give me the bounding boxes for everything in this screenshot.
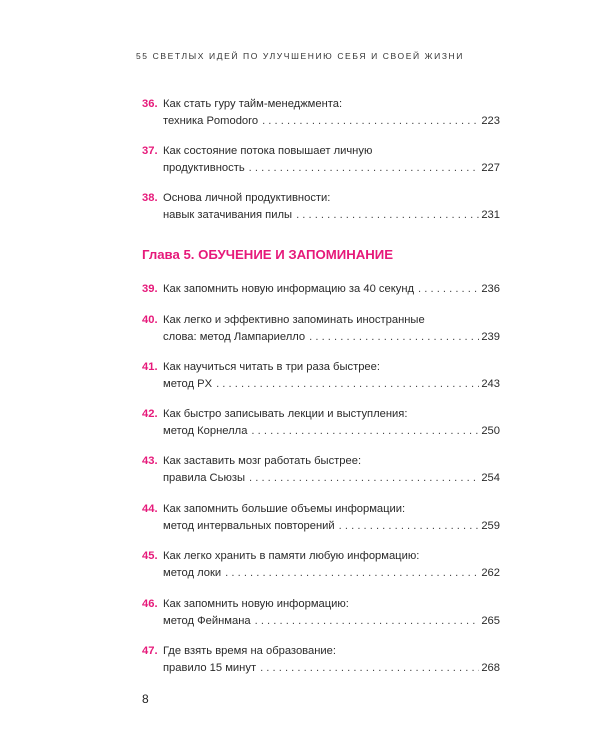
entry-title-line2: продуктивность bbox=[163, 162, 245, 174]
toc-entry-40[interactable] bbox=[142, 312, 500, 346]
entry-title-line1: Как состояние потока повышает личную bbox=[163, 145, 373, 157]
entry-page-number: 250 bbox=[481, 425, 500, 437]
entry-title-line2: метод интервальных повторений bbox=[163, 520, 335, 532]
entry-title-line2: метод PX bbox=[163, 378, 213, 390]
dot-leader bbox=[216, 376, 479, 393]
dot-leader bbox=[249, 470, 479, 487]
toc-entry-38[interactable] bbox=[142, 190, 500, 224]
toc-entry-43[interactable] bbox=[142, 453, 500, 487]
entry-page-number: 227 bbox=[481, 162, 500, 174]
entry-page-number: 236 bbox=[481, 283, 500, 295]
entry-page-number: 239 bbox=[481, 331, 500, 343]
entry-title-line1: Основа личной продуктивности: bbox=[163, 192, 331, 204]
entry-number: 42. bbox=[142, 408, 158, 420]
entry-title-line2: метод Фейнмана bbox=[163, 615, 251, 627]
entry-page-number: 259 bbox=[481, 520, 500, 532]
entry-title-line2: метод локи bbox=[163, 567, 222, 579]
entry-number: 41. bbox=[142, 361, 158, 373]
toc-entry-45[interactable] bbox=[142, 548, 500, 582]
entry-number: 38. bbox=[142, 192, 158, 204]
entry-title-line2: слова: метод Лампариелло bbox=[163, 331, 306, 343]
entry-number: 45. bbox=[142, 550, 158, 562]
page-number-folio: 8 bbox=[142, 692, 149, 706]
dot-leader bbox=[255, 613, 480, 630]
entry-title-line1: Как запомнить новую информацию за 40 секунд bbox=[163, 283, 415, 295]
toc-entry-36[interactable] bbox=[142, 96, 500, 130]
entry-title-line1: Как легко и эффективно запоминать иностранные bbox=[163, 314, 425, 326]
toc-entry-39[interactable] bbox=[142, 281, 500, 298]
entry-page-number: 243 bbox=[481, 378, 500, 390]
toc-entry-47[interactable] bbox=[142, 643, 500, 677]
dot-leader bbox=[262, 113, 479, 130]
entry-number: 40. bbox=[142, 314, 158, 326]
running-head: 55 СВЕТЛЫХ ИДЕЙ ПО УЛУЧШЕНИЮ СЕБЯ И СВОЕЙ ЖИЗНИ bbox=[135, 51, 465, 61]
dot-leader bbox=[339, 518, 480, 535]
dot-leader bbox=[251, 423, 479, 440]
entry-title-line1: Как стать гуру тайм-менеджмента: bbox=[163, 98, 343, 110]
entry-title-line2: техника Pomodoro bbox=[163, 115, 259, 127]
toc-entry-46[interactable] bbox=[142, 596, 500, 630]
entry-title-line2: правила Сьюзы bbox=[163, 472, 246, 484]
entry-title-line2: навык затачивания пилы bbox=[163, 209, 293, 221]
dot-leader bbox=[309, 329, 479, 346]
entry-page-number: 268 bbox=[481, 662, 500, 674]
entry-page-number: 231 bbox=[481, 209, 500, 221]
entry-title-line1: Где взять время на образование: bbox=[163, 645, 336, 657]
toc-entry-44[interactable] bbox=[142, 501, 500, 535]
dot-leader bbox=[225, 565, 479, 582]
entry-number: 47. bbox=[142, 645, 158, 657]
entry-title-line1: Как запомнить большие объемы информации: bbox=[163, 503, 406, 515]
entry-page-number: 223 bbox=[481, 115, 500, 127]
chapter-heading: Глава 5. ОБУЧЕНИЕ И ЗАПОМИНАНИЕ bbox=[142, 247, 394, 262]
entry-title-line2: метод Корнелла bbox=[163, 425, 248, 437]
entry-title-line1: Как запомнить новую информацию: bbox=[163, 598, 349, 610]
entry-number: 43. bbox=[142, 455, 158, 467]
entry-number: 46. bbox=[142, 598, 158, 610]
toc-entry-41[interactable] bbox=[142, 359, 500, 393]
entry-title-line1: Как научиться читать в три раза быстрее: bbox=[163, 361, 380, 373]
entry-title-line1: Как заставить мозг работать быстрее: bbox=[163, 455, 362, 467]
entry-page-number: 265 bbox=[481, 615, 500, 627]
toc-entry-42[interactable] bbox=[142, 406, 500, 440]
entry-title-line2: правило 15 минут bbox=[163, 662, 257, 674]
dot-leader bbox=[418, 281, 479, 298]
dot-leader bbox=[249, 160, 480, 177]
entry-title-line1: Как быстро записывать лекции и выступления: bbox=[163, 408, 408, 420]
entry-page-number: 262 bbox=[481, 567, 500, 579]
entry-number: 37. bbox=[142, 145, 158, 157]
dot-leader bbox=[296, 207, 479, 224]
entry-number: 36. bbox=[142, 98, 158, 110]
entry-number: 39. bbox=[142, 283, 158, 295]
toc-entry-37[interactable] bbox=[142, 143, 500, 177]
entry-page-number: 254 bbox=[481, 472, 500, 484]
dot-leader bbox=[260, 660, 479, 677]
entry-number: 44. bbox=[142, 503, 158, 515]
entry-title-line1: Как легко хранить в памяти любую информацию: bbox=[163, 550, 420, 562]
